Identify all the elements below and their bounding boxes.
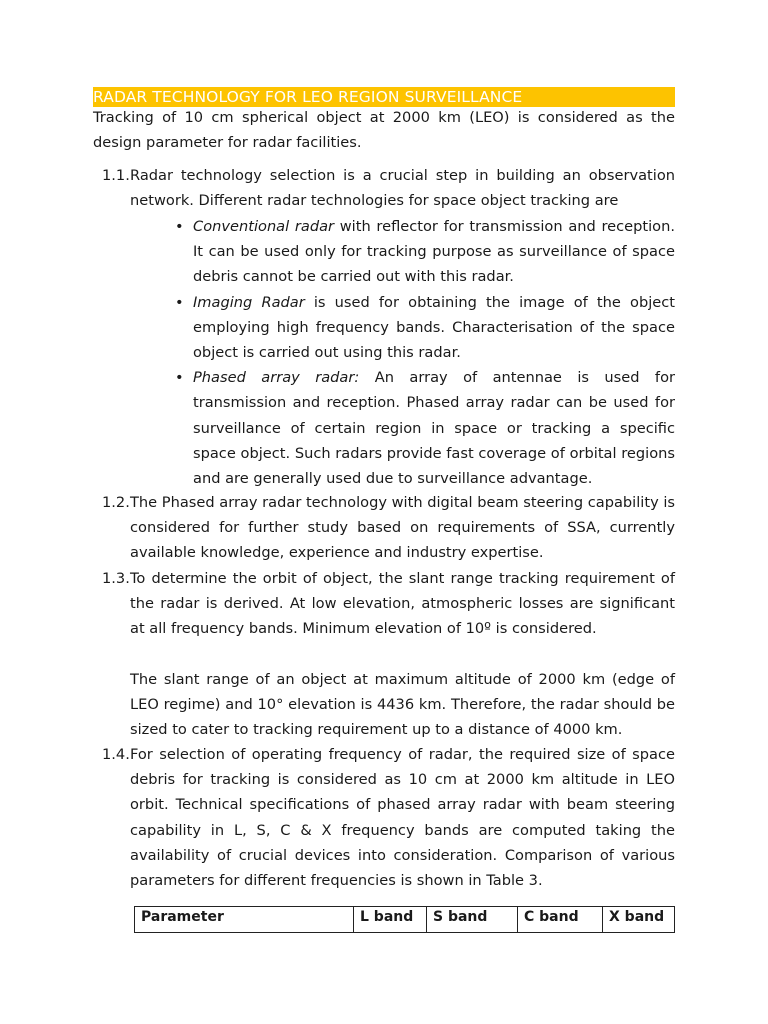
bullet-term: Imaging Radar: [193, 293, 305, 311]
numbered-item-1-3-continuation: [102, 667, 675, 743]
item-text: To determine the orbit of object, the slant range tracking requirement of the radar is derived. At low elevation, atmospheric losses are significant at all frequency bands. Minimum elevation of 10º is considered.: [130, 570, 675, 638]
table-header-row: [135, 907, 675, 933]
radar-types-list: [130, 214, 675, 491]
list-item: [130, 214, 675, 290]
bullet-icon: •: [175, 369, 184, 387]
item-number: 1.1.: [102, 167, 130, 184]
bullet-text: with reflector for transmission and reception. It can be used only for tracking purpose as surveillance of space debris cannot be carried out with this radar.: [193, 218, 675, 286]
item-text: The slant range of an object at maximum altitude of 2000 km (edge of LEO regime) and 10° elevation is 4436 km. Therefore, the radar should be sized to cater to tracking requirement up to a distance of 4000 km.: [130, 671, 675, 739]
table-header-cell: L band: [354, 907, 427, 933]
comparison-table: [134, 906, 675, 933]
bullet-term: Phased array radar:: [193, 369, 360, 387]
table-header-cell: X band: [603, 907, 675, 933]
bullet-text: is used for obtaining the image of the object employing high frequency bands. Characterisation of the space object is carried out using this radar.: [193, 293, 675, 362]
numbered-item-1-1: [102, 163, 675, 213]
table-header-cell: C band: [518, 907, 603, 933]
intro-paragraph: Tracking of 10 cm spherical object at 2000 km (LEO) is considered as the design parameter for radar facilities.: [93, 109, 675, 152]
bullet-text: An array of antennae is used for transmission and reception. Phased array radar can be used for surveillance of certain region in space or tracking a specific space object. Such radars provide fast coverage of orbital regions and are generally used due to surveillance advantage.: [193, 369, 675, 488]
bullet-icon: •: [175, 293, 184, 311]
numbered-item-1-4: [102, 742, 675, 893]
section-heading: RADAR TECHNOLOGY FOR LEO REGION SURVEILLANCE: [93, 87, 675, 107]
item-number: 1.3.: [102, 570, 130, 587]
numbered-item-1-2: [102, 490, 675, 566]
bullet-icon: •: [175, 218, 184, 235]
table-header-cell: S band: [427, 907, 518, 933]
list-item: [130, 290, 675, 366]
item-number: 1.4.: [102, 746, 130, 763]
list-item: [130, 365, 675, 491]
bullet-term: Conventional radar: [193, 218, 335, 235]
numbered-item-1-3: [102, 566, 675, 642]
table-header-cell: Parameter: [135, 907, 354, 933]
item-text: The Phased array radar technology with digital beam steering capability is considered for further study based on requirements of SSA, currently available knowledge, experience and industry expertise.: [130, 494, 676, 562]
item-text: Radar technology selection is a crucial step in building an observation network. Different radar technologies for space object tracking are: [130, 167, 675, 210]
comparison-table-wrap: [134, 906, 675, 933]
item-text: For selection of operating frequency of radar, the required size of space debris for tracking is considered as 10 cm at 2000 km altitude in LEO orbit. Technical specifications of phased array radar with beam steering capability in L, S, C & X frequency bands are computed taking the availability of crucial devices into consideration. Comparison of various parameters for different frequencies is shown in Table 3.: [130, 746, 675, 890]
item-number: 1.2.: [102, 494, 130, 511]
